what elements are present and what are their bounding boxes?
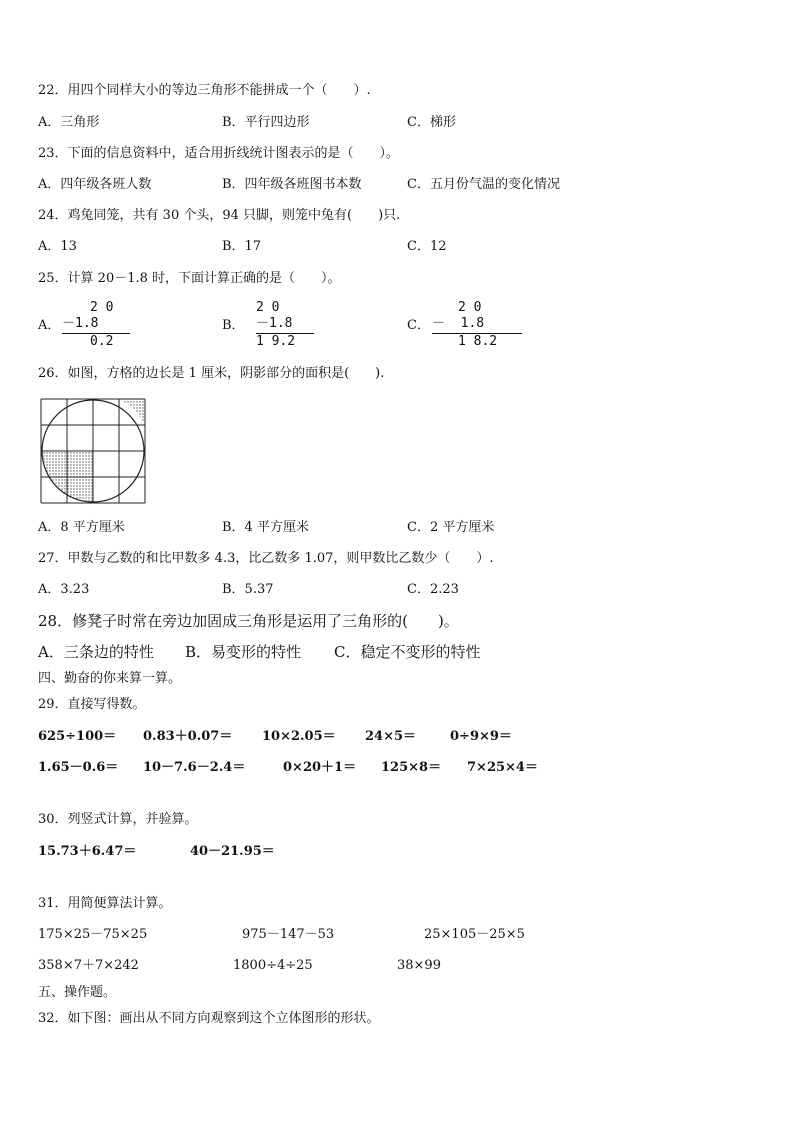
q29-item: 10×2.05＝ xyxy=(262,729,336,744)
q25-a-rule xyxy=(62,333,130,334)
q29-item: 0÷9×9＝ xyxy=(450,729,512,744)
q25-b-mid: －1.8 xyxy=(256,316,293,331)
q25-c-top: 2 0 xyxy=(458,300,482,315)
q30-stem: 30．列竖式计算，并验算。 xyxy=(38,812,198,827)
q29-item: 0.83＋0.07＝ xyxy=(143,729,233,744)
q25-stem: 25．计算 20－1.8 时，下面计算正确的是（ ）。 xyxy=(38,271,341,286)
q28-stem: 28．修凳子时常在旁边加固成三角形是运用了三角形的( )。 xyxy=(38,612,459,630)
q29-stem: 29．直接写得数。 xyxy=(38,697,146,712)
q24-option-a[interactable]: A．13 xyxy=(38,239,77,254)
q25-a-top: 2 0 xyxy=(90,300,114,315)
q32-stem: 32．如下图：画出从不同方向观察到这个立体图形的形状。 xyxy=(38,1011,380,1026)
q25-b-result: 1 9.2 xyxy=(256,334,296,349)
q25-c-rule xyxy=(432,333,522,334)
q25-option-c-label[interactable]: C． xyxy=(407,318,430,333)
q29-item: 125×8＝ xyxy=(381,760,442,775)
q25-option-b-vertical xyxy=(256,300,314,350)
q27-option-a[interactable]: A．3.23 xyxy=(38,582,90,597)
q25-b-top: 2 0 xyxy=(256,300,280,315)
q25-option-a-vertical xyxy=(62,300,130,350)
q23-option-b[interactable]: B．四年级各班图书本数 xyxy=(222,177,362,192)
q25-a-mid: －1.8 xyxy=(62,316,99,331)
q29-item: 7×25×4＝ xyxy=(467,760,538,775)
q25-b-rule xyxy=(256,333,314,334)
q23-option-c[interactable]: C．五月份气温的变化情况 xyxy=(407,177,560,192)
q22-option-b[interactable]: B．平行四边形 xyxy=(222,115,310,130)
q27-stem: 27．甲数与乙数的和比甲数多 4.3，比乙数多 1.07，则甲数比乙数少（ ）. xyxy=(38,551,494,566)
q26-option-a[interactable]: A．8 平方厘米 xyxy=(38,520,125,535)
q28-option-a[interactable]: A．三条边的特性 xyxy=(38,643,154,661)
q22-option-a[interactable]: A．三角形 xyxy=(38,115,100,130)
q31-item: 358×7＋7×242 xyxy=(38,958,139,973)
q29-item: 10－7.6－2.4＝ xyxy=(143,760,246,775)
q27-option-c[interactable]: C．2.23 xyxy=(407,582,459,597)
section-4-heading: 四、勤奋的你来算一算。 xyxy=(38,671,182,686)
q26-option-b[interactable]: B．4 平方厘米 xyxy=(222,520,309,535)
q24-option-c[interactable]: C．12 xyxy=(407,239,447,254)
q26-option-c[interactable]: C．2 平方厘米 xyxy=(407,520,495,535)
q30-item: 15.73＋6.47＝ xyxy=(38,844,137,859)
q31-item: 1800÷4÷25 xyxy=(233,958,313,973)
q31-item: 25×105－25×5 xyxy=(424,927,525,942)
q25-a-result: 0.2 xyxy=(90,334,114,349)
q25-c-result: 1 8.2 xyxy=(458,334,498,349)
q31-item: 975－147－53 xyxy=(242,927,335,942)
q29-item: 0×20＋1＝ xyxy=(283,760,357,775)
q29-item: 1.65－0.6＝ xyxy=(38,760,119,775)
q31-stem: 31．用简便算法计算。 xyxy=(38,896,172,911)
q23-stem: 23．下面的信息资料中，适合用折线统计图表示的是（ ）。 xyxy=(38,146,400,161)
q25-option-b-label[interactable]: B． xyxy=(222,318,245,333)
q25-c-mid: － 1.8 xyxy=(432,316,485,331)
q30-item: 40－21.95＝ xyxy=(190,844,275,859)
q31-item: 38×99 xyxy=(397,958,441,973)
q28-option-b[interactable]: B．易变形的特性 xyxy=(185,643,302,661)
grid-circle-figure xyxy=(40,398,146,504)
q27-option-b[interactable]: B．5.37 xyxy=(222,582,274,597)
q29-item: 24×5＝ xyxy=(365,729,417,744)
q26-stem: 26．如图，方格的边长是 1 厘米，阴影部分的面积是( ). xyxy=(38,366,385,381)
q28-option-c[interactable]: C．稳定不变形的特性 xyxy=(334,643,481,661)
q22-option-c[interactable]: C．梯形 xyxy=(407,115,456,130)
q22-stem: 22．用四个同样大小的等边三角形不能拼成一个（ ）. xyxy=(38,83,371,98)
q25-option-a-label[interactable]: A． xyxy=(38,318,61,333)
q25-option-c-vertical xyxy=(432,300,522,350)
shaded-corner-region xyxy=(119,399,146,426)
q24-option-b[interactable]: B．17 xyxy=(222,239,262,254)
q24-stem: 24．鸡兔同笼，共有 30 个头，94 只脚，则笼中兔有( )只. xyxy=(38,208,401,223)
q31-item: 175×25－75×25 xyxy=(38,927,148,942)
q23-option-a[interactable]: A．四年级各班人数 xyxy=(38,177,152,192)
section-5-heading: 五、操作题。 xyxy=(38,985,117,1000)
q29-item: 625÷100＝ xyxy=(38,729,117,744)
